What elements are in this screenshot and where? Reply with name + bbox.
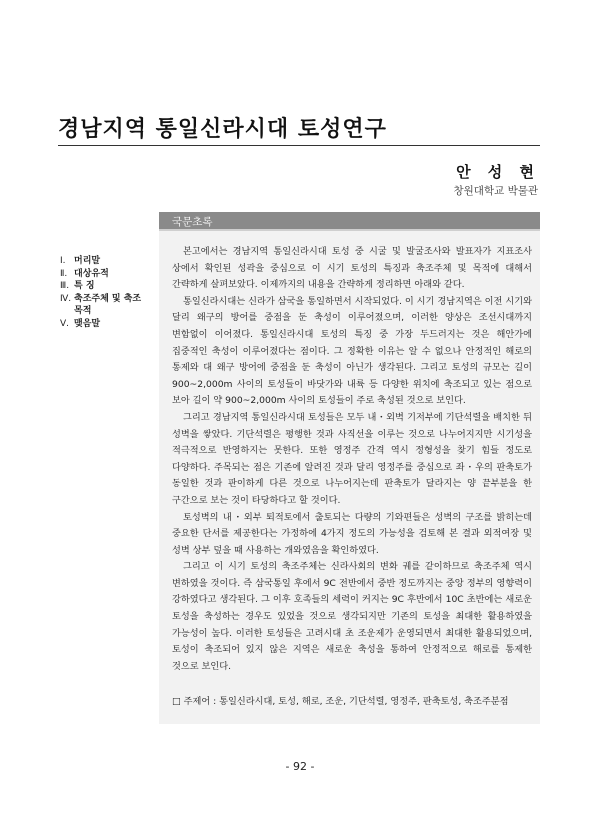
abstract-label: 국문초록 — [172, 216, 213, 228]
toc-item-number: Ⅰ. — [60, 256, 66, 266]
toc-item-label: 머리말 — [74, 256, 101, 266]
keywords: □ 주제어 : 통일신라시대, 토성, 해로, 조운, 기단석렬, 영정주, 판축토성, 축조주분점 — [172, 696, 509, 707]
toc-item — [60, 268, 152, 281]
author-affiliation: 창원대학교 박물관 — [453, 185, 538, 197]
toc-item — [60, 293, 152, 318]
page-number: - 92 - — [285, 760, 315, 773]
toc-item-label: 축조주체 및 축조 목적 — [74, 293, 142, 316]
abstract-body — [172, 244, 532, 675]
page-title: 경남지역 통일신라시대 토성연구 — [58, 116, 387, 142]
toc-item-label: 대상유적 — [74, 268, 109, 279]
toc-item-label: 특 징 — [74, 281, 95, 291]
table-of-contents — [60, 255, 152, 330]
toc-item-number: Ⅳ. — [60, 293, 72, 304]
title-divider — [58, 145, 540, 146]
toc-item — [60, 280, 152, 293]
toc-item — [60, 318, 152, 331]
abstract-paragraph: 그리고 경남지역 통일신라시대 토성들은 모두 내・외벽 기저부에 기단석렬을 배치한 뒤 성벽을 쌓았다. 기단석렬은 평행한 것과 사직선을 이루는 것으로 나누어지지만 시기성을 적극적으로 반영하지는 못한다. 또한 영정주 간격 역시 정형성을 찾기 힘들 정도로 다양하다. 주목되는 점은 기존에 알려진 것과 달리 영정주를 중심으로 좌・우의 판축토가 동일한 것과 판이하게 다른 것으로 나누어지는데 판축토가 달라지는 양 끝부분을 한 구간으로 보는 것이 타당하다고 할 것이다. — [172, 411, 532, 506]
abstract-paragraph: 통일신라시대는 신라가 삼국을 통일하면서 시작되었다. 이 시기 경남지역은 이전 시기와 달리 왜구의 방어를 중점을 둔 축성이 이루어졌으며, 이러한 양상은 조선시대까지 변함없이 이어졌다. 통일신라시대 토성의 특징 중 가장 두드러지는 것은 해안가에 집중적인 축성이 이루어졌다는 점이다. 그 정확한 이유는 알 수 없으나 안정적인 해로의 통제와 대 왜구 방어에 중점을 둔 축성이 아닌가 생각된다. 그리고 토성의 규모는 길이 900~2,000m 사이의 토성들이 바닷가와 내륙 등 다양한 위치에 축조되고 있는 점으로 보아 길이 약 900~2,000m 사이의 토성들이 주로 축성된 것으로 보인다. — [172, 295, 532, 407]
author-name: 안 성 현 — [456, 163, 540, 181]
toc-item-number: Ⅲ. — [60, 281, 70, 291]
toc-item-number: Ⅱ. — [60, 268, 68, 279]
toc-item — [60, 255, 152, 268]
toc-item-number: Ⅴ. — [60, 318, 70, 329]
abstract-paragraph: 본고에서는 경남지역 통일신라시대 토성 중 시굴 및 발굴조사와 발표자가 지표조사 상에서 확인된 성곽을 중심으로 이 시기 토성의 특징과 축조주체 및 목적에 대해서 간략하게 살펴보았다. 이제까지의 내용을 간략하게 정리하면 아래와 같다. — [172, 246, 532, 291]
abstract-paragraph: 그리고 이 시기 토성의 축조주체는 신라사회의 변화 궤를 같이하므로 축조주체 역시 변하였을 것이다. 즉 삼국통일 후에서 9C 전반에서 중반 정도까지는 중앙 정부의 영향력이 강하였다고 생각된다. 그 이후 호족들의 세력이 커지는 9C 후반에서 10C 초반에는 새로운 토성을 축성하는 경우도 있었을 것으로 생각되지만 기존의 토성을 최대한 활용하였을 가능성이 높다. 이러한 토성들은 고려시대 초 조운제가 운영되면서 최대한 활용되었으며, 토성이 축조되어 있지 않은 지역은 새로운 축성을 통하여 안정적으로 해로를 통제한 것으로 보인다. — [172, 561, 532, 672]
toc-item-label: 맺음말 — [74, 318, 101, 329]
abstract-paragraph: 토성벽의 내・외부 퇴적토에서 출토되는 다량의 기와편들은 성벽의 구조를 밝히는데 중요한 단서를 제공한다는 가정하에 4가지 정도의 가능성을 검토해 본 결과 외적여장 및 성벽 상부 덮을 때 사용하는 개와였음을 확인하였다. — [172, 511, 532, 556]
abstract-header-bar — [159, 212, 540, 229]
